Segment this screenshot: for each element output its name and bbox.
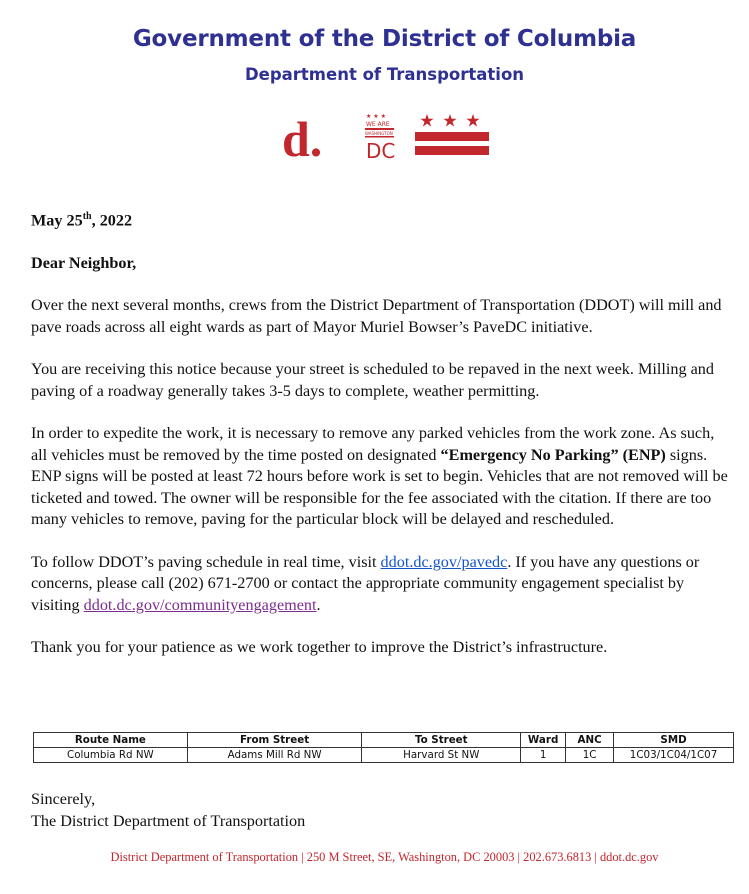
paragraph-thanks: Thank you for your patience as we work together to improve the District’s infrastructure. <box>31 638 608 657</box>
table-header-row <box>34 733 734 748</box>
header-from-street: From Street <box>187 733 362 748</box>
header-ward: Ward <box>521 733 566 748</box>
letter-date: May 25th, 2022 <box>31 211 133 230</box>
cell-ward: 1 <box>521 748 566 763</box>
ddot-logo <box>282 108 492 163</box>
footer-address: District Department of Transportation | 250 M Street, SE, Washington, DC 20003 | 202.673.6813 | ddot.dc.gov <box>110 850 659 864</box>
logo-d-mark: d. <box>282 111 323 163</box>
cell-from-street: Adams Mill Rd NW <box>187 748 362 763</box>
paragraph-contact: To follow DDOT’s paving schedule in real time, visit ddot.dc.gov/pavedc. If you have any questions or concerns, please call (202) 671-2700 or contact the appropriate community engagement specialist by visiting ddot.dc.gov/communityengagement. <box>31 552 700 614</box>
header-smd: SMD <box>614 733 734 748</box>
sign-off: Sincerely, <box>31 790 96 808</box>
badge-top-text: WE ARE <box>366 121 390 128</box>
badge-bottom-text: DC <box>366 139 396 163</box>
cell-route-name: Columbia Rd NW <box>34 748 188 763</box>
paragraph-intro: Over the next several months, crews from the District Department of Transportation (DDOT) will mill and pave roads across all eight wards as part of Mayor Muriel Bowser’s PaveDC initiative. <box>31 296 722 336</box>
paragraph-notice: You are receiving this notice because your street is scheduled to be repaved in the next week. Milling and paving of a roadway generally takes 3-5 days to complete, weather permitting. <box>31 360 714 400</box>
government-title: Government of the District of Columbia <box>132 26 637 52</box>
letter-body <box>31 206 731 659</box>
department-title: Department of Transportation <box>244 65 525 84</box>
badge-middle-text: WASHINGTON <box>365 131 393 136</box>
route-table <box>33 732 734 763</box>
cell-anc: 1C <box>566 748 614 763</box>
we-are-dc-badge <box>365 113 395 163</box>
greeting: Dear Neighbor, <box>31 253 137 272</box>
header-route-name: Route Name <box>34 733 188 748</box>
table-row <box>34 748 734 763</box>
cell-to-street: Harvard St NW <box>362 748 521 763</box>
header-anc: ANC <box>566 733 614 748</box>
signature: The District Department of Transportation <box>31 812 306 830</box>
pavedc-link[interactable]: ddot.dc.gov/pavedc <box>380 552 508 571</box>
enp-emphasis: “Emergency No Parking” (ENP) <box>440 445 666 464</box>
community-engagement-link[interactable]: ddot.dc.gov/communityengagement <box>83 595 317 614</box>
cell-smd: 1C03/1C04/1C07 <box>614 748 734 763</box>
dc-flag-icon <box>415 114 489 155</box>
closing-block <box>31 788 305 832</box>
svg-text:★ ★ ★: ★ ★ ★ <box>366 113 386 120</box>
paragraph-parking: In order to expedite the work, it is necessary to remove any parked vehicles from the work zone. As such, all vehicles must be removed by the time posted on designated “Emergency No Parking” (ENP) signs. ENP signs will be posted at least 72 hours before work is set to begin. Vehicles that are not removed will be ticketed and towed. The owner will be responsible for the fee associated with the citation. If there are too many vehicles to remove, paving for the particular block will be delayed and rescheduled. <box>31 424 728 529</box>
header-to-street: To Street <box>362 733 521 748</box>
